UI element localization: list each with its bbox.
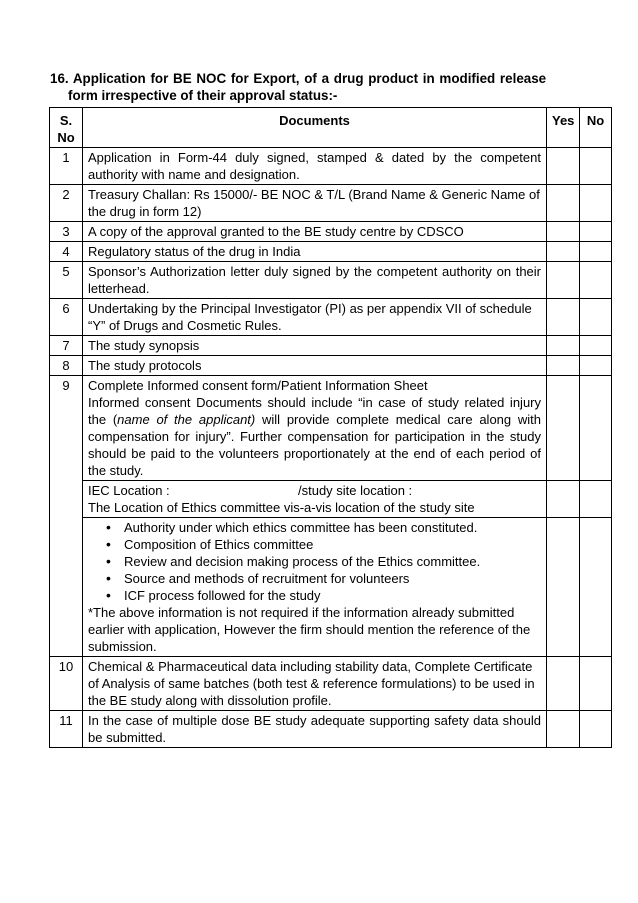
table-row xyxy=(50,518,612,657)
yes-cell[interactable] xyxy=(547,336,580,356)
no-cell[interactable] xyxy=(580,185,612,222)
row-number: 4 xyxy=(50,242,83,262)
yes-cell[interactable] xyxy=(547,299,580,336)
no-cell[interactable] xyxy=(580,262,612,299)
no-cell[interactable] xyxy=(580,376,612,481)
row-number: 7 xyxy=(50,336,83,356)
ethics-committee-cell xyxy=(83,518,547,657)
row-document: The study protocols xyxy=(83,356,547,376)
no-cell[interactable] xyxy=(580,148,612,185)
heading-line-2: form irrespective of their approval status:- xyxy=(68,88,338,103)
table-row xyxy=(50,185,612,222)
row-number: 10 xyxy=(50,657,83,711)
row-document: Undertaking by the Principal Investigator (PI) as per appendix VII of schedule “Y” of Drugs and Cosmetic Rules. xyxy=(83,299,547,336)
yes-cell[interactable] xyxy=(547,222,580,242)
table-row xyxy=(50,242,612,262)
table-row xyxy=(50,262,612,299)
row-number: 5 xyxy=(50,262,83,299)
list-item: • Review and decision making process of the Ethics committee. xyxy=(124,553,541,570)
consent-text-b: will provide complete medical care along with compensation for injury”. Further compensation for participation in the study should be paid to the volunteers proportionately at the end of each period of the study. xyxy=(88,412,542,478)
yes-cell[interactable] xyxy=(547,148,580,185)
yes-cell[interactable] xyxy=(547,262,580,299)
row-document: Regulatory status of the drug in India xyxy=(83,242,547,262)
header-sno: S. No xyxy=(50,108,83,148)
row-document: In the case of multiple dose BE study adequate supporting safety data should be submitted. xyxy=(83,711,547,748)
row-document xyxy=(83,376,547,481)
row-document: A copy of the approval granted to the BE study centre by CDSCO xyxy=(83,222,547,242)
header-yes: Yes xyxy=(547,108,580,148)
header-documents: Documents xyxy=(83,108,547,148)
ethics-note: *The above information is not required if the information already submitted earlier with application, However the firm should mention the reference of the submission. xyxy=(88,605,531,654)
table-header-row xyxy=(50,108,612,148)
table-row xyxy=(50,711,612,748)
section-heading xyxy=(50,70,610,104)
no-cell[interactable] xyxy=(580,356,612,376)
yes-cell[interactable] xyxy=(547,185,580,222)
no-cell[interactable] xyxy=(580,711,612,748)
list-item: • ICF process followed for the study xyxy=(124,587,541,604)
applicant-name-placeholder: name of the applicant) xyxy=(117,412,256,427)
table-row xyxy=(50,336,612,356)
row-number: 8 xyxy=(50,356,83,376)
row-document: Application in Form-44 duly signed, stamped & dated by the competent authority with name and designation. xyxy=(83,148,547,185)
row-document: Treasury Challan: Rs 15000/- BE NOC & T/L (Brand Name & Generic Name of the drug in form 12) xyxy=(83,185,547,222)
no-cell[interactable] xyxy=(580,336,612,356)
table-row xyxy=(50,356,612,376)
iec-location-cell xyxy=(83,481,547,518)
no-cell[interactable] xyxy=(580,222,612,242)
yes-cell[interactable] xyxy=(547,518,580,657)
table-row xyxy=(50,222,612,242)
table-row xyxy=(50,481,612,518)
yes-cell[interactable] xyxy=(547,356,580,376)
row-number: 2 xyxy=(50,185,83,222)
heading-line-1: 16. Application for BE NOC for Export, of a drug product in modified release xyxy=(50,71,547,86)
table-row xyxy=(50,299,612,336)
yes-cell[interactable] xyxy=(547,242,580,262)
list-item: • Source and methods of recruitment for volunteers xyxy=(124,570,541,587)
yes-cell[interactable] xyxy=(547,711,580,748)
ethics-bullet-list xyxy=(88,519,541,604)
header-no: No xyxy=(580,108,612,148)
no-cell[interactable] xyxy=(580,299,612,336)
yes-cell[interactable] xyxy=(547,481,580,518)
no-cell[interactable] xyxy=(580,242,612,262)
row-number: 11 xyxy=(50,711,83,748)
study-site-location-label: /study site location : xyxy=(298,483,413,498)
iec-location-label: IEC Location : xyxy=(88,483,170,498)
row-document: Sponsor’s Authorization letter duly signed by the competent authority on their letterhead. xyxy=(83,262,547,299)
row-number: 1 xyxy=(50,148,83,185)
table-row xyxy=(50,148,612,185)
no-cell[interactable] xyxy=(580,481,612,518)
row-number: 3 xyxy=(50,222,83,242)
list-item: • Authority under which ethics committee has been constituted. xyxy=(124,519,541,536)
list-item: • Composition of Ethics committee xyxy=(124,536,541,553)
row-number: 9 xyxy=(50,376,83,657)
table-row xyxy=(50,657,612,711)
row-document: Chemical & Pharmaceutical data including stability data, Complete Certificate of Analysis of same batches (both test & reference formulations) to be used in the BE study along with dissolution profile. xyxy=(83,657,547,711)
yes-cell[interactable] xyxy=(547,657,580,711)
documents-table xyxy=(49,107,612,748)
consent-form-line: Complete Informed consent form/Patient Information Sheet xyxy=(88,378,428,393)
table-row xyxy=(50,376,612,481)
consent-text-a: Informed consent Documents should include “in case of study related injury the ( xyxy=(88,395,541,427)
no-cell[interactable] xyxy=(580,657,612,711)
row-document: The study synopsis xyxy=(83,336,547,356)
row-number: 6 xyxy=(50,299,83,336)
ethics-location-line: The Location of Ethics committee vis-a-vis location of the study site xyxy=(88,500,475,515)
yes-cell[interactable] xyxy=(547,376,580,481)
no-cell[interactable] xyxy=(580,518,612,657)
